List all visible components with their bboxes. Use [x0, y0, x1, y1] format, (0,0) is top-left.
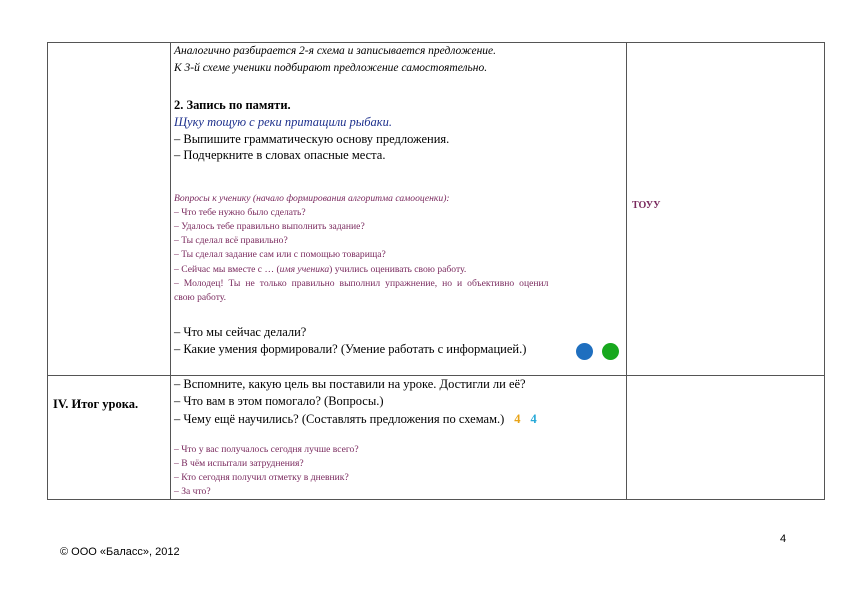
- reflection-question: – В чём испытали затруднения?: [174, 458, 304, 469]
- blue-circle-icon: [576, 343, 593, 360]
- page-number: 4: [780, 533, 787, 545]
- section-heading: 2. Запись по памяти.: [174, 98, 291, 112]
- question-line: – Молодец! Ты не только правильно выполнил упражнение, но и объективно оценил: [174, 278, 549, 289]
- notes-tag: ТОУУ: [632, 200, 661, 211]
- column-divider: [626, 43, 627, 499]
- summary-line: [174, 412, 537, 427]
- stage-label: IV. Итог урока.: [53, 397, 139, 411]
- question-text: ) учились оценивать свою работу.: [329, 264, 467, 275]
- question-line: [174, 263, 466, 277]
- reflection-question: – За что?: [174, 486, 211, 497]
- question-line: – Что тебе нужно было сделать?: [174, 207, 306, 218]
- questions-title: Вопросы к ученику (начало формирования алгоритма самооценки):: [174, 193, 450, 204]
- student-name-placeholder: имя ученика: [279, 264, 330, 275]
- reflection-question: – Кто сегодня получил отметку в дневник?: [174, 472, 349, 483]
- question-line: – Удалось тебе правильно выполнить задание?: [174, 221, 365, 232]
- closing-line: – Что мы сейчас делали?: [174, 325, 307, 339]
- mark-badge: 4: [530, 412, 537, 426]
- task-line: – Подчеркните в словах опасные места.: [174, 148, 386, 162]
- copyright: © ООО «Баласс», 2012: [60, 546, 180, 558]
- row-divider: [48, 375, 824, 376]
- closing-line: – Какие умения формировали? (Умение работать с информацией.): [174, 342, 527, 356]
- question-text: – Сейчас мы вместе с … (: [174, 264, 280, 275]
- reflection-question: – Что у вас получалось сегодня лучше всего?: [174, 444, 359, 455]
- task-line: – Выпишите грамматическую основу предложения.: [174, 132, 450, 146]
- question-line: свою работу.: [174, 292, 226, 303]
- green-circle-icon: [602, 343, 619, 360]
- question-line: – Ты сделал задание сам или с помощью товарища?: [174, 249, 386, 260]
- mark-badge: 4: [514, 412, 521, 426]
- question-line: – Ты сделал всё правильно?: [174, 235, 288, 246]
- intro-line: К 3-й схеме ученики подбирают предложение самостоятельно.: [174, 62, 488, 74]
- summary-line: – Вспомните, какую цель вы поставили на уроке. Достигли ли её?: [174, 377, 526, 391]
- summary-text: – Чему ещё научились? (Составлять предложения по схемам.): [174, 412, 505, 426]
- column-divider: [170, 43, 171, 499]
- summary-line: – Что вам в этом помогало? (Вопросы.): [174, 394, 384, 408]
- intro-line: Аналогично разбирается 2-я схема и записывается предложение.: [174, 45, 497, 57]
- proverb-text: Щуку тощую с реки притащили рыбаки.: [174, 115, 392, 129]
